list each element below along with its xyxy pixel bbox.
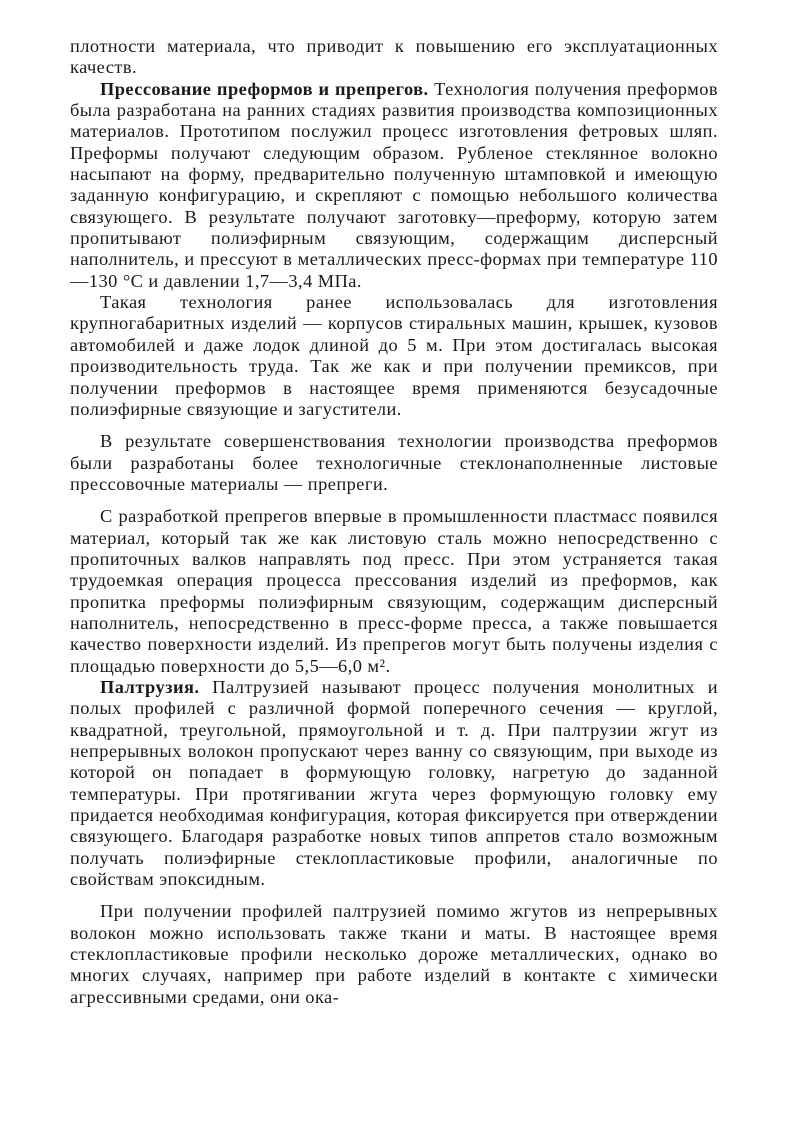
paragraph-text: Технология получения преформов была разработана на ранних стадиях развития производства композиционных материалов. Прототипом послужил процесс изготовления фетровых шляп. Преформы получают следующим образом. Рубленое стеклянное волокно насыпают на форму, предварительно полученную штамповкой и имеющую заданную конфигурацию, и скрепляют с помощью небольшого количества связующего. В результате получают заготовку—преформу, которую затем пропитывают полиэфирным связующим, содержащим дисперсный наполнитель, и прессуют в металлических пресс-формах при температуре 110—130 °С и давлении 1,7—3,4 МПа.: [70, 78, 718, 291]
paragraph-preforms: [70, 79, 718, 292]
section-heading-pultrusion: Палтрузия.: [100, 676, 200, 697]
paragraph-pultrusion-profiles: [70, 901, 718, 1008]
paragraph-text: В результате совершенствования технологии производства преформов были разработаны более технологичные стеклонаполненные листовые прессовочные материалы — препреги.: [70, 431, 718, 494]
paragraph-technology-usage: [70, 292, 718, 420]
paragraph-prepregs-advantages: [70, 506, 718, 677]
paragraph-prepregs-development: [70, 431, 718, 495]
paragraph-text: Палтрузией называют процесс получения монолитных и полых профилей с различной формой поперечного сечения — круглой, квадратной, треугольной, прямоугольной и т. д. При палтрузии жгут из непрерывных волокон пропускают через ванну со связующим, при выходе из которой он попадает в формующую головку, нагретую до заданной температуры. При протягивании жгута через формующую головку ему придается необходимая конфигурация, которая фиксируется при отверждении связующего. Благодаря разработке новых типов аппретов стало возможным получать полиэфирные стеклопластиковые профили, аналогичные по свойствам эпоксидным.: [70, 676, 718, 890]
paragraph-continuation: [70, 36, 718, 79]
paragraph-text: Такая технология ранее использовалась для изготовления крупногабаритных изделий — корпусов стиральных машин, крышек, кузовов автомобилей и даже лодок длиной до 5 м. При этом достигалась высокая производительность труда. Так же как и при получении премиксов, при получении преформов в настоящее время применяются безусадочные полиэфирные связующие и загустители.: [70, 292, 718, 419]
section-heading-preforms: Прессование преформов и препрегов.: [100, 78, 429, 99]
document-page: [70, 36, 718, 1008]
paragraph-pultrusion: [70, 677, 718, 890]
paragraph-text: При получении профилей палтрузией помимо жгутов из непрерывных волокон можно использовать также ткани и маты. В настоящее время стеклопластиковые профили несколько дороже металлических, однако во многих случаях, например при работе изделий в контакте с химически агрессивными средами, они ока-: [70, 901, 718, 1007]
paragraph-text: плотности материала, что приводит к повышению его эксплуатационных качеств.: [70, 36, 718, 78]
paragraph-text: С разработкой препрегов впервые в промышленности пластмасс появился материал, который так же как листовую сталь можно непосредственно с пропиточных валков направлять под пресс. При этом устраняется такая трудоемкая операция процесса прессования изделий из преформов, как пропитка преформы полиэфирным связующим, содержащим дисперсный наполнитель, непосредственно в пресс-форме пресса, а также повышается качество поверхности изделий. Из препрегов могут быть получены изделия с площадью поверхности до 5,5—6,0 м².: [70, 506, 718, 676]
